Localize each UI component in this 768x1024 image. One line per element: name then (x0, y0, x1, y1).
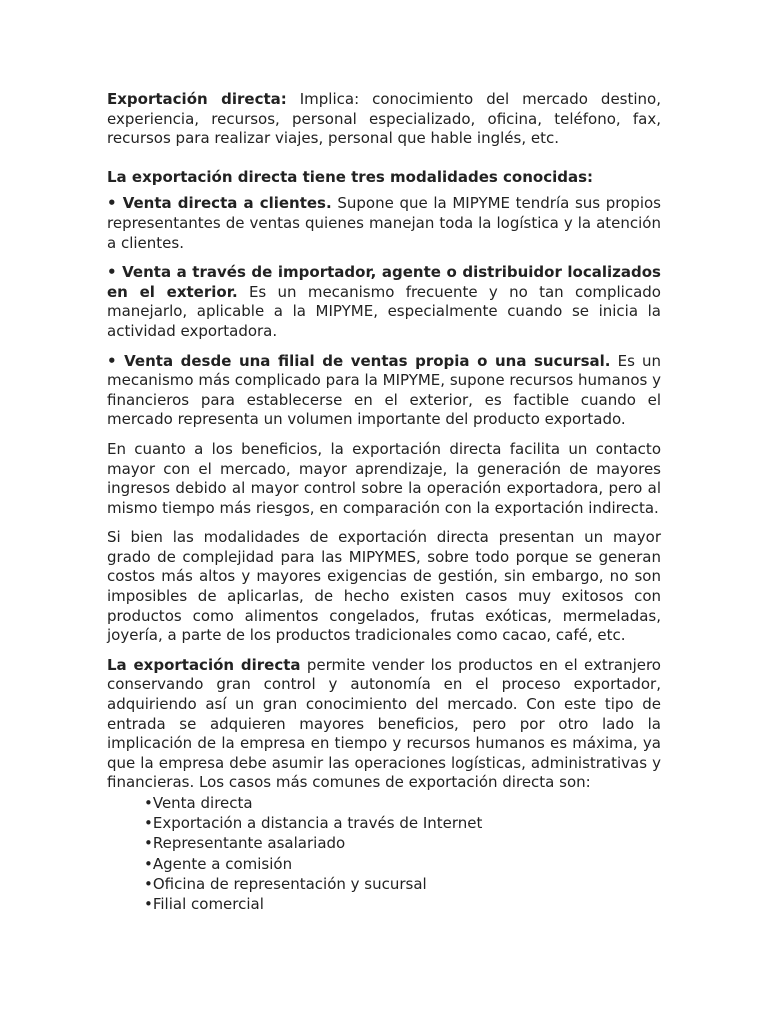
summary-text: permite vender los productos en el extranjero conservando gran control y autonomía en el proceso exportador, adquiriendo así un gran conocimiento del mercado. Con este tipo de entrada se adquieren mayores beneficios, pero por otro lado la implicación de la empresa en tiempo y recursos humanos es máxima, ya que la empresa debe asumir las operaciones logísticas, administrativas y financieras. Los casos más comunes de exportación directa son: (107, 655, 661, 792)
modality-title: • Venta a través de importador, agente o distribuidor localizados en el exterior. (107, 263, 661, 301)
summary-label: La exportación directa (107, 655, 301, 674)
list-item: •Oficina de representación y sucursal (144, 874, 427, 893)
modality-item (107, 263, 661, 341)
common-cases-list (107, 793, 661, 914)
list-item: •Agente a comisión (144, 854, 293, 873)
intro-paragraph (107, 90, 661, 149)
summary-paragraph (107, 656, 661, 793)
complexity-paragraph: Si bien las modalidades de exportación directa presentan un mayor grado de complejidad para las MIPYMES, sobre todo porque se generan costos más altos y mayores exigencias de gestión, sin embargo, no son imposibles de aplicarlas, de hecho existen casos muy exitosos con productos como alimentos congelados, frutas exóticas, mermeladas, joyería, a parte de los productos tradicionales como cacao, café, etc. (107, 528, 661, 645)
benefits-paragraph: En cuanto a los beneficios, la exportación directa facilita un contacto mayor con el mercado, mayor aprendizaje, la generación de mayores ingresos debido al mayor control sobre la operación exportadora, pero al mismo tiempo más riesgos, en comparación con la exportación indirecta. (107, 439, 661, 517)
modality-text: Es un mecanismo más complicado para la MIPYME, supone recursos humanos y financieros para establecerse en el exterior, es factible cuando el mercado representa un volumen importante del producto exportado. (107, 351, 662, 429)
modalities-heading: La exportación directa tiene tres modalidades conocidas: (107, 167, 594, 186)
modality-text: Supone que la MIPYME tendría sus propios representantes de ventas quienes manejan toda la logística y la atención a clientes. (107, 194, 661, 252)
modality-item (107, 352, 661, 430)
list-item: •Representante asalariado (144, 834, 346, 853)
list-item: •Venta directa (144, 794, 253, 812)
list-item: •Exportación a distancia a través de Internet (144, 814, 483, 833)
document-page (107, 90, 661, 914)
intro-text: Implica: conocimiento del mercado destino, experiencia, recursos, personal especializado, oficina, teléfono, fax, recursos para realizar viajes, personal que hable inglés, etc. (107, 90, 661, 148)
list-item: •Filial comercial (144, 895, 264, 914)
intro-label: Exportación directa: (107, 90, 287, 108)
modality-text: Es un mecanismo frecuente y no tan complicado manejarlo, aplicable a la MIPYME, especialmente cuando se inicia la actividad exportadora. (107, 282, 661, 340)
modality-title: • Venta directa a clientes. (107, 194, 332, 213)
modality-item (107, 194, 661, 253)
modality-title: • Venta desde una filial de ventas propia o una sucursal. (107, 351, 611, 370)
